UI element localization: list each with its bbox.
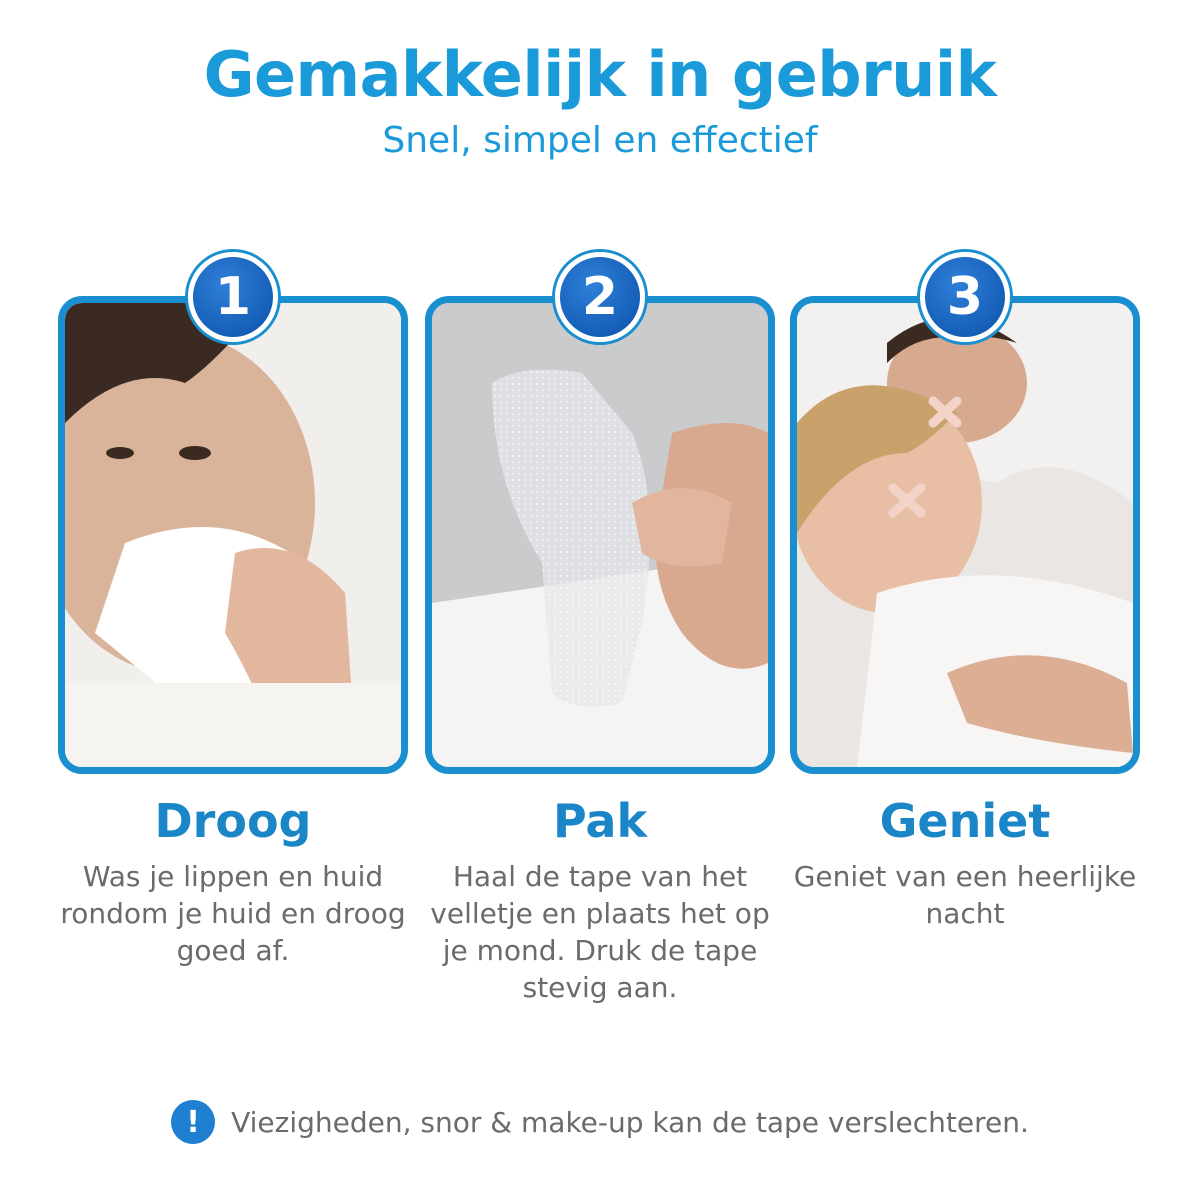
step-3 — [790, 252, 1140, 1012]
exclamation-icon: ! — [171, 1100, 215, 1144]
page-title: Gemakkelijk in gebruik — [203, 38, 997, 111]
warning-note — [0, 1100, 1200, 1144]
step-3-description: Geniet van een heerlijke nacht — [793, 860, 1137, 930]
step-1-photo — [58, 296, 408, 774]
step-2-photo — [425, 296, 775, 774]
step-number-badge: 2 — [555, 252, 645, 342]
step-1-description: Was je lippen en huid rondom je huid en droog goed af. — [60, 860, 406, 967]
peeling-clear-tape-photo — [432, 303, 768, 767]
step-number-badge: 3 — [920, 252, 1010, 342]
step-number-badge: 1 — [188, 252, 278, 342]
warning-note-text: Viezigheden, snor & make-up kan de tape verslechteren. — [231, 1105, 1029, 1139]
couple-sleeping-with-mouth-tape-photo — [797, 303, 1133, 767]
step-2-description: Haal de tape van het velletje en plaats het op je mond. Druk de tape stevig aan. — [430, 860, 770, 1004]
step-1 — [58, 252, 408, 1012]
step-1-title: Droog — [154, 794, 312, 848]
page-subtitle: Snel, simpel en effectief — [382, 120, 818, 161]
step-2 — [425, 252, 775, 1012]
step-3-photo — [790, 296, 1140, 774]
step-2-title: Pak — [552, 794, 648, 848]
step-3-title: Geniet — [879, 794, 1051, 848]
woman-drying-mouth-with-tissue-photo — [65, 303, 401, 767]
